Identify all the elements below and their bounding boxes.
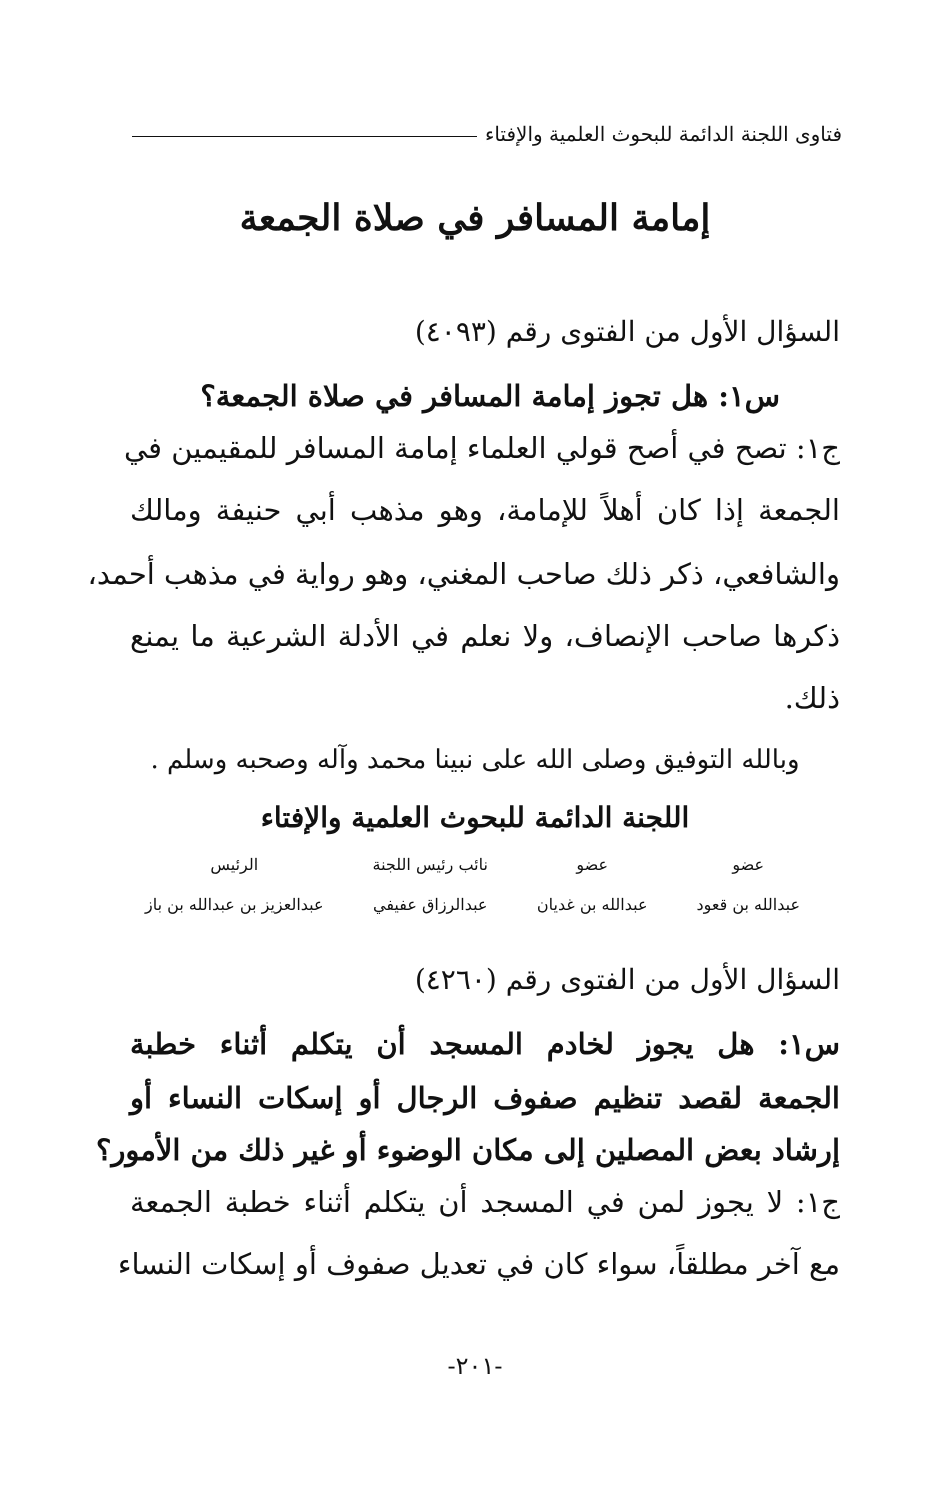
fatwa2-question-line: س١: هل يجوز لخادم المسجد أن يتكلم أثناء خطبة — [130, 1027, 840, 1061]
fatwa2-question-line: الجمعة لقصد تنظيم صفوف الرجال أو إسكات النساء أو — [130, 1081, 840, 1115]
fatwa1-closing: وبالله التوفيق وصلى الله على نبينا محمد وآله وصحبه وسلم . — [150, 745, 800, 775]
signature-member — [696, 852, 800, 918]
signature-role: عضو — [576, 855, 609, 874]
signature-name: عبدالرزاق عفيفي — [372, 895, 488, 914]
fatwa1-answer-line: ذلك. — [784, 681, 840, 715]
header-rule — [132, 136, 477, 137]
fatwa2-answer-line: مع آخر مطلقاً، سواء كان في تعديل صفوف أو إسكات النساء — [117, 1247, 840, 1281]
signature-member — [373, 852, 488, 918]
signature-member — [145, 852, 324, 918]
signature-role: عضو — [732, 855, 765, 874]
signatures — [145, 852, 800, 918]
signature-name: عبدالله بن قعود — [696, 895, 800, 914]
running-header-title: فتاوى اللجنة الدائمة للبحوث العلمية والإفتاء — [484, 122, 842, 146]
fatwa1-question: س١: هل تجوز إمامة المسافر في صلاة الجمعة؟ — [200, 379, 780, 413]
fatwa2-question-line: إرشاد بعض المصلين إلى مكان الوضوء أو غير ذلك من الأمور؟ — [95, 1133, 840, 1167]
fatwa2-answer-line: ج١: لا يجوز لمن في المسجد أن يتكلم أثناء خطبة الجمعة — [130, 1185, 840, 1219]
article-title: إمامة المسافر في صلاة الجمعة — [239, 197, 711, 239]
signature-role: نائب رئيس اللجنة — [372, 855, 488, 874]
signature-name: عبدالله بن غديان — [536, 895, 648, 914]
fatwa1-answer-line: الجمعة إذا كان أهلاً للإمامة، وهو مذهب أبي حنيفة ومالك — [130, 493, 840, 527]
fatwa1-answer-line: ج١: تصح في أصح قولي العلماء إمامة المسافر للمقيمين في — [124, 431, 840, 465]
fatwa1-answer-line: ذكرها صاحب الإنصاف، ولا نعلم في الأدلة الشرعية ما يمنع — [130, 619, 840, 653]
running-header — [132, 120, 842, 148]
signature-role: الرئيس — [210, 855, 259, 874]
fatwa2-label: السؤال الأول من الفتوى رقم (٤٢٦٠) — [414, 963, 840, 996]
signature-name: عبدالعزيز بن عبدالله بن باز — [145, 895, 324, 914]
fatwa1-answer-line: والشافعي، ذكر ذلك صاحب المغني، وهو رواية في مذهب أحمد، — [87, 557, 840, 591]
fatwa1-label: السؤال الأول من الفتوى رقم (٤٠٩٣) — [414, 315, 840, 348]
signature-member — [537, 852, 648, 918]
page-number: -٢٠١- — [447, 1352, 503, 1380]
committee-name: اللجنة الدائمة للبحوث العلمية والإفتاء — [260, 801, 690, 834]
